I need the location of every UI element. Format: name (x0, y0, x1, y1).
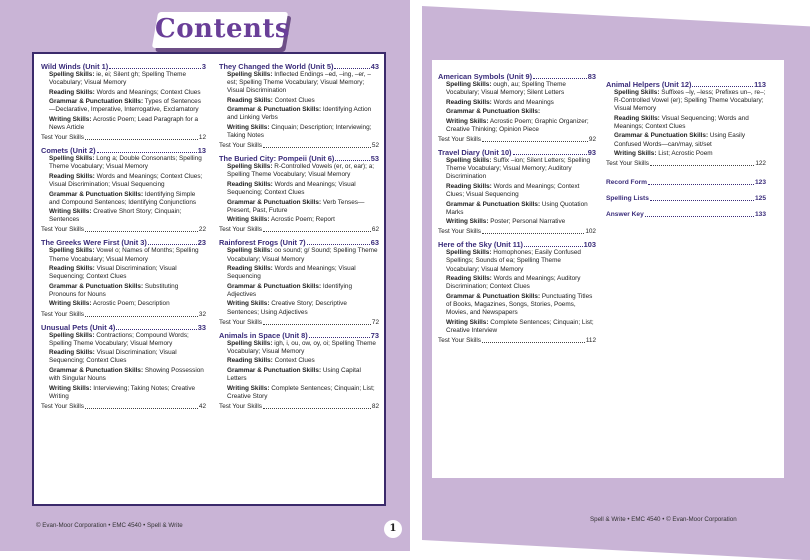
other-entry[interactable] (606, 194, 766, 203)
skill-label: Grammar & Punctuation Skills: (227, 106, 322, 114)
skill-label: Reading Skills: (446, 275, 492, 283)
unit-title-row[interactable] (219, 238, 379, 247)
test-page-number: 52 (371, 142, 379, 150)
unit-entry (41, 146, 206, 234)
skill-label: Reading Skills: (49, 349, 95, 357)
skill-line (446, 99, 596, 107)
skill-line (49, 349, 206, 365)
skill-label: Grammar & Punctuation Skills: (49, 190, 144, 198)
skill-label: Spelling Skills: (446, 81, 492, 88)
right-footer: Spell & Write • EMC 4540 • © Evan-Moor Corporation (590, 516, 737, 523)
skill-line (227, 385, 379, 401)
leader-dots (334, 62, 369, 69)
skill-text: Punctuating Titles of Books, Magazines, Songs, Stories, Poems, Movies, and Newspapers (446, 292, 593, 316)
unit-title: Here of the Sky (Unit 11) (438, 240, 524, 250)
skill-text: Contractions; Compound Words; Spelling Theme Vocabulary; Visual Memory (49, 331, 189, 347)
leader-dots (85, 311, 198, 317)
test-label: Test Your Skills (41, 226, 84, 234)
unit-entry (41, 62, 206, 142)
leader-dots (85, 134, 198, 140)
skill-text: Inflected Endings –ed, –ing, –er, –est; Spelling Theme Vocabulary; Visual Memory; Visual Discrimination (227, 71, 371, 95)
skill-text: Identifying Adjectives (227, 282, 353, 298)
skill-label: Writing Skills: (227, 124, 270, 132)
skill-line (227, 283, 379, 299)
skill-line (227, 124, 379, 140)
unit-title-row[interactable] (41, 146, 206, 155)
skill-label: Reading Skills: (614, 114, 660, 122)
skill-line (49, 116, 206, 132)
skill-label: Writing Skills: (446, 218, 489, 226)
skill-line (227, 97, 379, 105)
skill-text: Homophones; Easily Confused Spellings; Sounds of ea; Spelling Theme Vocabulary; Visual Memory (446, 249, 581, 273)
test-label: Test Your Skills (438, 228, 481, 236)
skill-label: Grammar & Punctuation Skills: (446, 200, 541, 208)
unit-title: The Greeks Were First (Unit 3) (41, 238, 147, 248)
skill-text: ie, ei; Silent gh; Spelling Theme Vocabulary; Visual Memory (49, 71, 187, 87)
skill-text: Cinquain; Description; Interviewing; Taking Notes (227, 124, 372, 140)
unit-entry (219, 154, 379, 234)
unit-title-row[interactable] (41, 62, 206, 71)
skill-text: Visual Discrimination; Visual Sequencing; Context Clues (49, 349, 177, 365)
test-label: Test Your Skills (219, 318, 262, 326)
leader-dots (513, 148, 587, 155)
test-page-number: 112 (585, 336, 596, 344)
test-your-skills-row[interactable] (219, 226, 379, 234)
skill-line (49, 89, 206, 97)
skill-line (446, 275, 596, 291)
test-label: Test Your Skills (41, 402, 84, 410)
test-page-number: 102 (585, 228, 596, 236)
unit-title-row[interactable] (438, 72, 596, 81)
skill-line (227, 106, 379, 122)
skill-line (614, 150, 766, 158)
leader-dots (85, 403, 198, 409)
skill-line (446, 249, 596, 273)
skill-text: Acrostic Poem; Graphic Organizer; Creative Thinking; Opinion Piece (446, 117, 589, 133)
skill-text: Types of Sentences—Declarative, Imperative, Interrogative, Exclamatory (49, 98, 201, 114)
leader-dots (482, 136, 588, 142)
skill-label: Spelling Skills: (49, 71, 95, 78)
test-label: Test Your Skills (219, 142, 262, 150)
skill-text: Visual Discrimination; Visual Sequencing; Context Clues (49, 265, 177, 281)
unit-title: Wild Winds (Unit 1) (41, 62, 109, 71)
skill-line (227, 199, 379, 215)
skill-label: Grammar & Punctuation Skills: (49, 366, 144, 374)
skill-label: Reading Skills: (227, 357, 273, 365)
skill-text: Long a; Double Consonants; Spelling Theme Vocabulary; Visual Memory (49, 155, 202, 171)
skill-label: Reading Skills: (227, 180, 273, 188)
leader-dots (482, 337, 585, 343)
skill-label: Reading Skills: (227, 96, 273, 104)
skill-text: Identifying Simple and Compound Sentences; Identifying Conjunctions (49, 190, 197, 206)
test-page-number: 82 (371, 402, 379, 410)
unit-page-number: 3 (201, 62, 206, 71)
skill-line (49, 71, 206, 87)
other-title: Spelling Lists (606, 195, 649, 203)
unit-page-number: 73 (370, 330, 379, 340)
test-your-skills-row[interactable] (438, 228, 596, 236)
leader-dots (533, 72, 587, 79)
unit-title-row[interactable] (438, 240, 596, 249)
skill-line (49, 332, 206, 348)
skill-label: Spelling Skills: (227, 163, 273, 171)
skill-text: Context Clues (272, 357, 315, 365)
unit-entry (438, 240, 596, 344)
right-column-2 (606, 80, 766, 226)
skill-line (49, 173, 206, 189)
unit-title: Comets (Unit 2) (41, 146, 96, 156)
leader-dots (307, 238, 370, 245)
leader-dots (263, 226, 371, 232)
unit-page-number: 113 (754, 80, 766, 89)
unit-entry (438, 72, 596, 144)
skill-text: igh, i, ou, ow, oy, oi; Spelling Theme Vocabulary; Visual Memory (227, 339, 376, 355)
skill-text: Suffix –ion; Silent Letters; Spelling Theme Vocabulary; Visual Memory; Auditory Discrimination (446, 157, 591, 181)
unit-title: Animals in Space (Unit 8) (219, 330, 308, 340)
skill-line (227, 367, 379, 383)
other-page-number: 125 (754, 195, 766, 203)
skill-label: Writing Skills: (49, 115, 92, 123)
unit-page-number: 63 (370, 238, 379, 248)
skill-line (614, 115, 766, 131)
skill-label: Grammar & Punctuation Skills: (227, 282, 322, 290)
unit-entry (41, 323, 206, 411)
contents-title: Contents (155, 14, 291, 44)
test-your-skills-row[interactable] (438, 136, 596, 144)
skill-label: Spelling Skills: (227, 247, 273, 255)
skill-label: Spelling Skills: (49, 331, 95, 339)
other-page-number: 133 (754, 211, 766, 219)
skill-line (614, 132, 766, 148)
other-page-number: 123 (754, 179, 766, 187)
test-page-number: 22 (198, 226, 206, 234)
test-your-skills-row[interactable] (606, 160, 766, 168)
skill-label: Reading Skills: (49, 172, 95, 180)
test-page-number: 72 (371, 318, 379, 326)
skill-line (446, 183, 596, 199)
skill-line (446, 118, 596, 134)
test-your-skills-row[interactable] (41, 226, 206, 234)
leader-dots (263, 403, 371, 409)
skill-label: Reading Skills: (49, 265, 95, 273)
test-label: Test Your Skills (41, 134, 84, 142)
unit-title: The Buried City: Pompeii (Unit 6) (219, 154, 335, 164)
skill-label: Writing Skills: (227, 384, 270, 392)
test-page-number: 92 (588, 136, 596, 144)
leader-dots (482, 228, 584, 234)
skill-text: Vowel o; Names of Months; Spelling Theme Vocabulary; Visual Memory (49, 247, 199, 263)
leader-dots (97, 146, 197, 153)
skill-text: Acrostic Poem; Lead Paragraph for a News Article (49, 115, 199, 132)
leader-dots (648, 178, 754, 185)
unit-title-row[interactable] (41, 323, 206, 332)
unit-page-number: 33 (197, 322, 206, 332)
skill-text: Words and Meanings; Auditory Discrimination; Context Clues (446, 275, 581, 291)
test-page-number: 62 (371, 226, 379, 234)
other-title: Record Form (606, 179, 648, 187)
test-page-number: 122 (755, 160, 766, 168)
skill-text: ough, au; Spelling Theme Vocabulary; Visual Memory; Silent Letters (446, 81, 566, 97)
leader-dots (85, 226, 198, 232)
skill-text: Creative Story; Descriptive Sentences; Using Adjectives (227, 300, 347, 316)
test-your-skills-row[interactable] (219, 142, 379, 150)
right-column-1 (438, 72, 596, 349)
skill-text: Using Capital Letters (227, 366, 361, 383)
unit-page-number: 93 (587, 148, 596, 158)
skill-text: Words and Meanings; Visual Sequencing (227, 265, 356, 281)
unit-title: Unusual Pets (Unit 4) (41, 322, 116, 332)
skill-text: Poster; Personal Narrative (488, 218, 566, 226)
skill-text: Complete Sentences; Cinquain; List; Creative Story (227, 384, 375, 400)
skill-line (49, 98, 206, 114)
skill-label: Writing Skills: (49, 384, 92, 392)
test-your-skills-row[interactable] (41, 311, 206, 319)
skill-line (227, 357, 379, 365)
unit-entry (219, 331, 379, 411)
skill-text: Visual Sequencing; Words and Meanings; Context Clues (614, 114, 749, 130)
test-your-skills-row[interactable] (41, 134, 206, 142)
unit-page-number: 53 (370, 154, 379, 164)
skill-line (446, 157, 596, 181)
skill-label: Grammar & Punctuation Skills: (227, 198, 322, 206)
left-column-2 (219, 62, 379, 415)
other-entry[interactable] (606, 178, 766, 187)
skill-text: Interviewing; Taking Notes; Creative Writing (49, 384, 196, 400)
test-label: Test Your Skills (41, 310, 84, 318)
skill-text: oo sound; g/ Sound; Spelling Theme Vocabulary; Visual Memory (227, 247, 378, 263)
leader-dots (263, 142, 371, 148)
unit-entry (606, 80, 766, 168)
skill-text: Words and Meanings; Context Clues (94, 88, 201, 96)
skill-label: Grammar & Punctuation Skills: (446, 108, 541, 116)
skill-text: Identifying Action and Linking Verbs (227, 106, 372, 122)
skill-label: Spelling Skills: (446, 157, 492, 165)
skill-line (614, 89, 766, 113)
other-title: Answer Key (606, 211, 644, 219)
skill-text: Suffixes –ly, –less; Prefixes un–, re–; R-Controlled Vowel (er); Spelling Theme Vocabulary; Visual Memory (614, 89, 766, 113)
skill-text: Showing Possession with Singular Nouns (49, 366, 204, 383)
unit-page-number: 83 (587, 72, 596, 81)
skill-label: Reading Skills: (446, 182, 492, 190)
skill-line (227, 265, 379, 281)
unit-page-number: 13 (197, 146, 206, 156)
test-label: Test Your Skills (438, 136, 481, 144)
skill-line (446, 218, 596, 226)
unit-title: They Changed the World (Unit 5) (219, 62, 334, 71)
skill-line (446, 201, 596, 217)
skill-line (49, 265, 206, 281)
skill-label: Grammar & Punctuation Skills: (614, 132, 709, 140)
skill-line (227, 181, 379, 197)
leader-dots (335, 154, 369, 161)
unit-entry (41, 238, 206, 318)
unit-title: Travel Diary (Unit 10) (438, 148, 512, 158)
test-label: Test Your Skills (219, 226, 262, 234)
unit-title: Animal Helpers (Unit 12) (606, 80, 692, 89)
test-your-skills-row[interactable] (41, 403, 206, 411)
skill-line (227, 216, 379, 224)
test-page-number: 12 (198, 134, 206, 142)
test-page-number: 32 (198, 310, 206, 318)
test-label: Test Your Skills (438, 336, 481, 344)
test-your-skills-row[interactable] (219, 319, 379, 327)
skill-label: Spelling Skills: (614, 89, 660, 96)
leader-dots (148, 238, 197, 245)
skill-line (227, 300, 379, 316)
unit-entry (219, 238, 379, 326)
unit-title-row[interactable] (41, 238, 206, 247)
skill-line (227, 163, 379, 179)
leader-dots (650, 194, 754, 201)
skill-line (227, 340, 379, 356)
unit-title-row[interactable] (219, 331, 379, 340)
unit-entry (219, 62, 379, 150)
unit-title: American Symbols (Unit 9) (438, 72, 533, 81)
skill-label: Reading Skills: (446, 98, 492, 106)
skill-label: Writing Skills: (49, 208, 92, 216)
leader-dots (645, 210, 754, 217)
unit-title-row[interactable] (219, 62, 379, 71)
skill-text: Context Clues (272, 96, 315, 104)
skill-text: Words and Meanings; Context Clues; Visual Discrimination; Visual Sequencing (49, 172, 203, 188)
skill-label: Writing Skills: (227, 300, 270, 308)
skill-line (49, 367, 206, 383)
skill-line (227, 71, 379, 95)
skill-line (446, 108, 596, 116)
test-page-number: 42 (198, 402, 206, 410)
skill-label: Writing Skills: (49, 300, 92, 308)
skill-line (49, 385, 206, 401)
leader-dots (650, 160, 754, 166)
unit-title-row[interactable] (438, 148, 596, 157)
skill-label: Writing Skills: (446, 117, 489, 125)
skill-label: Writing Skills: (446, 318, 489, 326)
skill-text: Substituting Pronouns for Nouns (49, 282, 179, 298)
unit-page-number: 23 (197, 238, 206, 248)
skill-label: Spelling Skills: (446, 249, 492, 257)
skill-label: Grammar & Punctuation Skills: (49, 98, 144, 106)
skill-label: Grammar & Punctuation Skills: (227, 366, 322, 374)
unit-page-number: 103 (583, 240, 596, 250)
skill-text: R-Controlled Vowels (er, or, ear); a; Spelling Theme Vocabulary; Visual Memory (227, 163, 375, 179)
skill-label: Writing Skills: (227, 216, 270, 224)
skill-line (49, 300, 206, 308)
skill-line (227, 247, 379, 263)
skill-label: Spelling Skills: (49, 155, 95, 163)
page-number: 1 (384, 520, 402, 538)
leader-dots (692, 80, 753, 87)
skill-line (49, 208, 206, 224)
left-column-1 (41, 62, 206, 415)
skill-line (49, 283, 206, 299)
skill-text: Complete Sentences; Cinquain; List; Creative Interview (446, 318, 594, 334)
test-label: Test Your Skills (219, 402, 262, 410)
skill-text: Words and Meanings (491, 98, 554, 106)
leader-dots (263, 319, 371, 325)
unit-page-number: 43 (370, 62, 379, 71)
skill-line (446, 319, 596, 335)
left-footer: © Evan-Moor Corporation • EMC 4540 • Spell & Write (36, 522, 183, 529)
leader-dots (309, 331, 370, 338)
other-entry[interactable] (606, 210, 766, 219)
skill-line (49, 155, 206, 171)
skill-line (446, 293, 596, 317)
skill-label: Spelling Skills: (49, 247, 95, 255)
skill-text: Creative Short Story; Cinquain; Sentences (49, 208, 182, 224)
unit-title: Rainforest Frogs (Unit 7) (219, 238, 306, 248)
leader-dots (116, 323, 196, 330)
skill-text: Words and Meanings; Context Clues; Visual Sequencing (446, 182, 580, 198)
unit-title-row[interactable] (219, 154, 379, 163)
skill-text: Verb Tenses—Present, Past, Future (227, 198, 365, 214)
skill-label: Grammar & Punctuation Skills: (49, 282, 144, 290)
skill-label: Reading Skills: (227, 265, 273, 273)
unit-entry (438, 148, 596, 236)
leader-dots (109, 62, 201, 69)
skill-line (49, 247, 206, 263)
skill-label: Grammar & Punctuation Skills: (446, 292, 541, 300)
unit-title-row[interactable] (606, 80, 766, 89)
skill-text: Using Easily Confused Words—can/may, sit/set (614, 132, 746, 148)
skill-line (49, 191, 206, 207)
test-your-skills-row[interactable] (438, 337, 596, 345)
leader-dots (524, 240, 583, 247)
skill-label: Reading Skills: (49, 88, 95, 96)
skill-label: Spelling Skills: (227, 71, 273, 78)
skill-text: List; Acrostic Poem (656, 150, 713, 158)
skill-text: Words and Meanings; Visual Sequencing; Context Clues (227, 180, 356, 197)
skill-label: Writing Skills: (614, 150, 657, 158)
test-label: Test Your Skills (606, 160, 649, 168)
test-your-skills-row[interactable] (219, 403, 379, 411)
skill-text: Using Quotation Marks (446, 200, 588, 216)
skill-line (446, 81, 596, 97)
skill-text: Acrostic Poem; Report (269, 216, 335, 224)
skill-label: Spelling Skills: (227, 339, 273, 347)
skill-text: Acrostic Poem; Description (91, 300, 170, 308)
